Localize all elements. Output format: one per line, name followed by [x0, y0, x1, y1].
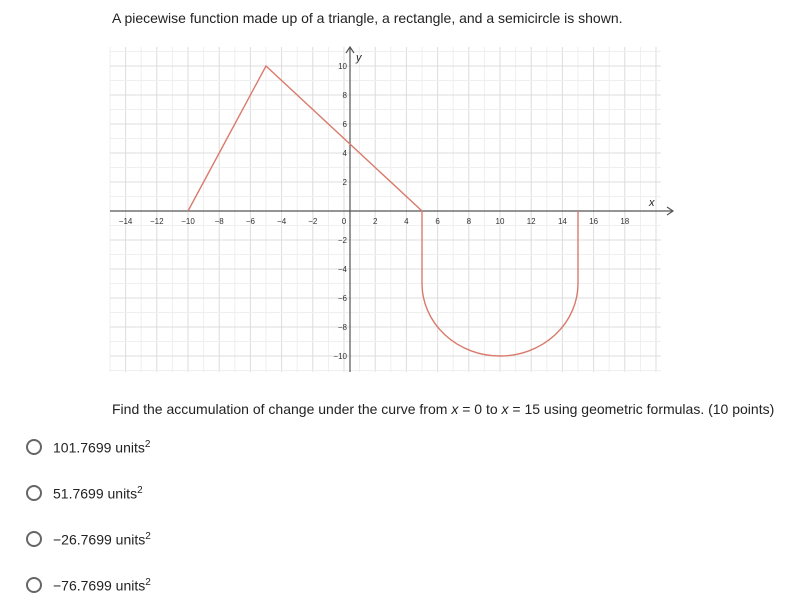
x-tick-label: −6	[245, 217, 255, 226]
prompt-part: Find the accumulation of change under the curve from	[112, 401, 452, 417]
x-tick-label: 16	[589, 217, 599, 226]
radio-button[interactable]	[26, 531, 42, 547]
question-text: A piecewise function made up of a triangle, a rectangle, and a semicircle is shown.	[112, 10, 623, 26]
y-tick-label: −4	[337, 265, 347, 274]
option-label[interactable]: 101.7699 units$^2$	[53, 438, 151, 456]
prompt-text	[112, 401, 774, 417]
prompt-variable: x	[501, 401, 509, 417]
x-tick-label: −12	[150, 217, 164, 226]
y-tick-label: 10	[338, 62, 347, 71]
grid	[110, 47, 661, 372]
x-tick-label: −14	[118, 217, 133, 226]
y-axis-label: y	[356, 52, 362, 64]
prompt-part: = 0 to	[458, 401, 502, 417]
option-c[interactable]	[26, 528, 151, 550]
option-label[interactable]: −76.7699 units$^2$	[53, 576, 151, 594]
y-tick-label: 2	[342, 178, 347, 187]
y-tick-label: 6	[342, 120, 347, 129]
origin-label: 0	[341, 217, 347, 226]
x-tick-label: 4	[404, 217, 409, 226]
x-tick-label: 14	[557, 217, 567, 226]
x-tick-label: 2	[372, 217, 378, 226]
prompt-variable: x	[451, 401, 459, 417]
y-tick-label: −2	[337, 236, 347, 245]
prompt-part: = 15 using geometric formulas. (10 points)	[508, 401, 775, 417]
x-tick-label: −10	[181, 217, 195, 226]
radio-button[interactable]	[26, 577, 42, 593]
x-tick-label: −4	[277, 217, 287, 226]
y-tick-label: 8	[342, 91, 347, 100]
radio-button[interactable]	[26, 439, 42, 455]
x-tick-label: 10	[495, 217, 505, 226]
x-tick-label: −2	[308, 217, 318, 226]
y-tick-label: −6	[337, 294, 347, 303]
x-axis-label: x	[649, 197, 655, 209]
option-a[interactable]	[26, 436, 150, 458]
radio-button[interactable]	[26, 485, 42, 501]
x-tick-label: 18	[620, 217, 630, 226]
y-tick-label: −10	[333, 352, 347, 361]
axes	[110, 47, 673, 372]
option-b[interactable]	[26, 482, 143, 504]
x-tick-label: 12	[526, 217, 536, 226]
y-tick-label: −8	[337, 323, 347, 332]
y-tick-label: 4	[342, 149, 347, 158]
option-label[interactable]: −26.7699 units$^2$	[53, 530, 151, 548]
option-d[interactable]	[26, 574, 151, 596]
x-tick-label: 8	[466, 217, 472, 226]
option-label[interactable]: 51.7699 units$^2$	[53, 484, 143, 502]
x-tick-label: 6	[435, 217, 440, 226]
x-tick-label: −8	[214, 217, 224, 226]
